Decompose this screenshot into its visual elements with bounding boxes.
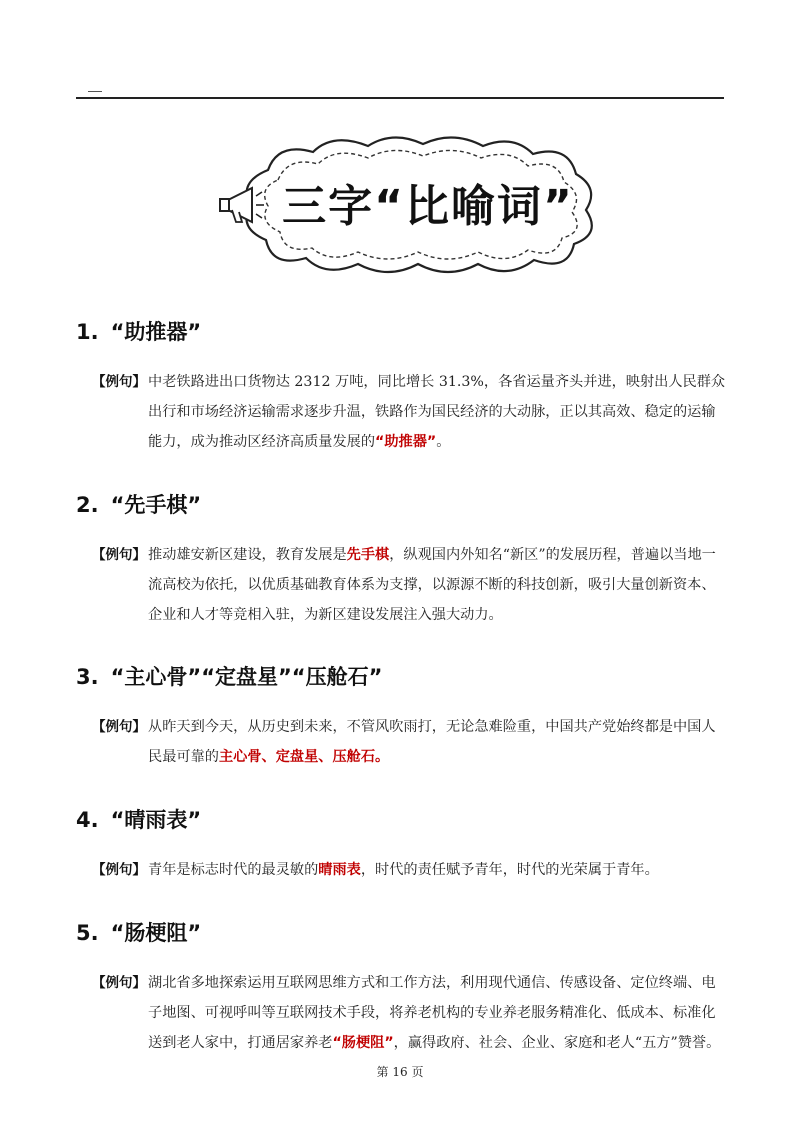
- section-4: [76, 805, 726, 885]
- section-heading: [76, 490, 726, 520]
- highlight-term: “助推器”: [375, 434, 437, 450]
- example-paragraph: [76, 855, 726, 885]
- example-label: 【例句】: [92, 719, 146, 735]
- section-heading: [76, 662, 726, 692]
- header-rule: [76, 97, 724, 99]
- example-label: 【例句】: [92, 862, 146, 878]
- example-text: 湖北省多地探索运用互联网思维方式和工作方法，利用现代通信、传感设备、定位终端、电子地图、可视呼叫等互联网技术手段，将养老机构的专业养老服务精准化、低成本、标准化送到老人家中，打通居家养老: [148, 975, 716, 1051]
- example-text: 推动雄安新区建设，教育发展是: [148, 547, 347, 563]
- section-number: 3.: [76, 665, 99, 689]
- section-number: 2.: [76, 493, 99, 517]
- example-paragraph: [76, 968, 726, 1058]
- example-text: 中老铁路进出口货物达 2312 万吨，同比增长 31.3%，各省运量齐头并进，映射出人民群众出行和市场经济运输需求逐步升温，铁路作为国民经济的大动脉，正以其高效、稳定的运输能力，成为推动区经济高质量发展的: [148, 374, 726, 450]
- section-title: “先手棋”: [110, 493, 202, 517]
- section-heading: [76, 317, 726, 347]
- example-text: 从昨天到今天，从历史到未来，不管风吹雨打，无论急难险重，中国共产党始终都是中国人民最可靠的: [148, 719, 716, 765]
- highlight-term: 先手棋: [346, 547, 390, 563]
- example-text: 青年是标志时代的最灵敏的: [148, 862, 319, 878]
- section-5: [76, 918, 726, 1058]
- highlight-term: “肠梗阻”: [332, 1035, 394, 1051]
- example-label: 【例句】: [92, 975, 146, 991]
- section-2: [76, 490, 726, 630]
- section-title: “主心骨”“定盘星”“压舱石”: [110, 665, 383, 689]
- example-label: 【例句】: [92, 547, 146, 563]
- example-paragraph: [76, 540, 726, 630]
- section-heading: [76, 805, 726, 835]
- page-number: 第 16 页: [376, 1065, 424, 1079]
- example-text-end: 。: [436, 434, 451, 450]
- section-title: “助推器”: [110, 320, 202, 344]
- section-number: 5.: [76, 921, 99, 945]
- section-number: 4.: [76, 808, 99, 832]
- section-number: 1.: [76, 320, 99, 344]
- header-mark: [88, 91, 102, 92]
- example-text-end: ，纵观国内外知名“新区”的发展历程，普遍以当地一流高校为依托，以优质基础教育体系为支撑，以源源不断的科技创新，吸引大量创新资本、企业和人才等竞相入驻，为新区建设发展注入强大动力。: [148, 547, 716, 623]
- example-paragraph: [76, 712, 726, 772]
- section-1: [76, 317, 726, 457]
- example-label: 【例句】: [92, 374, 146, 390]
- section-3: [76, 662, 726, 772]
- title-banner: [208, 130, 608, 280]
- section-title: “肠梗阻”: [110, 921, 202, 945]
- page-title: 三字“比喻词”: [282, 181, 574, 232]
- example-text-end: ，赢得政府、社会、企业、家庭和老人“五方”赞誉。: [393, 1035, 721, 1051]
- example-paragraph: [76, 367, 726, 457]
- section-heading: [76, 918, 726, 948]
- highlight-term: 晴雨表: [318, 862, 361, 878]
- highlight-term: 主心骨、定盘星、压舱石。: [218, 749, 390, 765]
- example-text-end: ，时代的责任赋予青年，时代的光荣属于青年。: [360, 862, 659, 878]
- section-title: “晴雨表”: [110, 808, 202, 832]
